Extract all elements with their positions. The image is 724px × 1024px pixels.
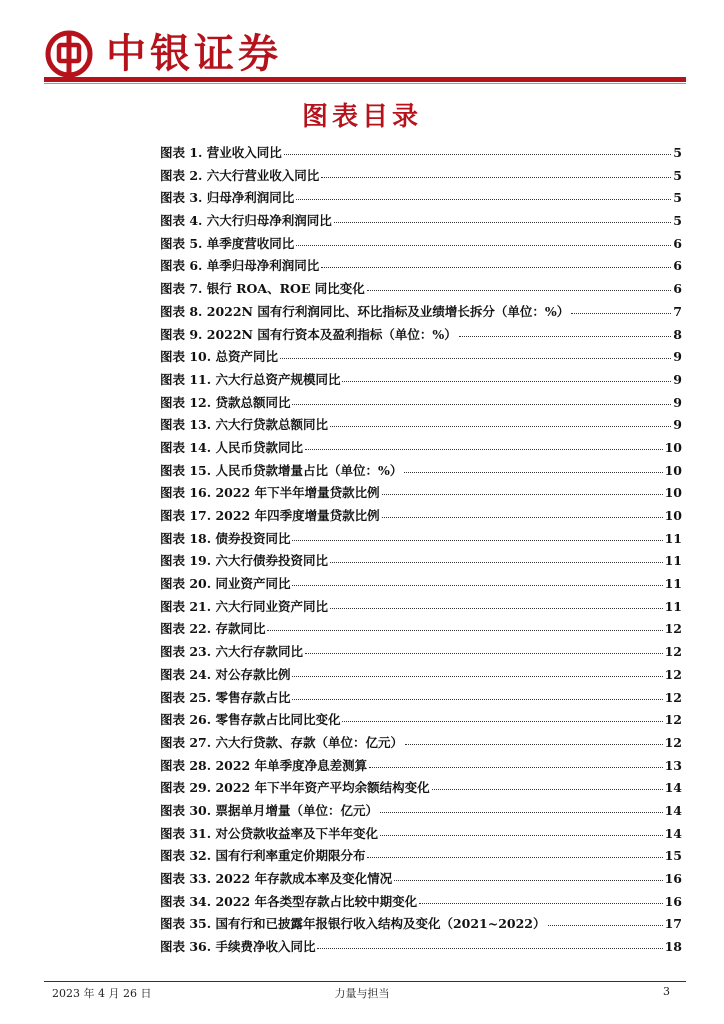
toc-entry-page: 18 [664,939,682,955]
toc-dot-leader [419,902,663,904]
toc-entry-page: 5 [673,190,682,206]
toc-dot-leader [321,266,671,268]
toc-entry-page: 11 [664,576,682,592]
toc-entry-page: 12 [664,734,682,750]
toc-entry-label: 图表 12. 贷款总额同比 [160,394,291,410]
toc-entry[interactable] [160,937,682,960]
toc-entry-page: 9 [673,394,682,410]
toc-dot-leader [432,788,663,790]
toc-entry[interactable] [160,778,682,801]
toc-entry-label: 图表 33. 2022 年存款成本率及变化情况 [160,871,393,886]
toc-entry[interactable] [160,892,682,915]
toc-entry[interactable] [160,756,682,779]
toc-entry-label: 图表 8. 2022N 国有行利润同比、环比指标及业绩增长拆分（单位：%） [160,303,570,319]
toc-entry-page: 14 [664,780,682,796]
toc-dot-leader [292,403,671,405]
toc-dot-leader [382,516,663,518]
toc-entry[interactable] [160,710,682,733]
toc-dot-leader [369,766,663,768]
toc-entry[interactable] [160,234,682,257]
toc-entry[interactable] [160,438,682,461]
toc-entry-page: 10 [664,508,682,523]
toc-entry[interactable] [160,914,682,937]
toc-entry-label: 图表 11. 六大行总资产规模同比 [160,371,341,387]
bank-of-china-logo [45,30,93,78]
toc-dot-leader [394,879,663,881]
toc-entry-page: 14 [664,825,682,841]
toc-entry[interactable] [160,325,682,348]
toc-entry-label: 图表 36. 手续费净收入同比 [160,939,316,955]
toc-dot-leader [342,380,671,382]
toc-entry-page: 12 [664,621,682,637]
toc-entry[interactable] [160,733,682,756]
toc-entry[interactable] [160,801,682,824]
toc-entry[interactable] [160,574,682,597]
toc-entry-label: 图表 10. 总资产同比 [160,349,278,365]
footer-slogan: 力量与担当 [334,987,390,1000]
toc-dot-leader [342,720,662,722]
toc-dot-leader [296,244,671,246]
toc-entry-label: 图表 19. 六大行债券投资同比 [160,553,328,569]
toc-entry[interactable] [160,824,682,847]
toc-entry-label: 图表 2. 六大行营业收入同比 [160,167,320,183]
toc-entry-page: 15 [664,848,682,864]
toc-dot-leader [284,153,672,155]
footer-date: 2023 年 4 月 26 日 [52,987,152,1000]
toc-entry-label: 图表 29. 2022 年下半年资产平均余额结构变化 [160,780,430,796]
toc-dot-leader [296,198,671,200]
toc-entry[interactable] [160,415,682,438]
toc-entry[interactable] [160,529,682,552]
toc-dot-leader [280,357,671,359]
toc-entry-label: 图表 13. 六大行贷款总额同比 [160,417,328,433]
toc-entry-page: 9 [673,417,682,433]
toc-dot-leader [404,471,662,473]
toc-entry[interactable] [160,211,682,234]
toc-entry-label: 图表 35. 国有行和已披露年报银行收入结构及变化（2021~2022） [160,916,546,932]
toc-entry[interactable] [160,506,682,529]
toc-dot-leader [330,561,663,563]
toc-entry-page: 12 [664,689,682,705]
toc-entry-page: 8 [673,326,682,342]
toc-dot-leader [330,607,663,609]
toc-entry[interactable] [160,302,682,325]
toc-entry-page: 6 [673,281,682,297]
toc-entry-label: 图表 20. 同业资产同比 [160,576,291,592]
toc-dot-leader [321,176,671,178]
toc-entry-label: 图表 18. 债券投资同比 [160,530,291,546]
toc-entry-page: 10 [664,462,682,478]
toc-entry-label: 图表 16. 2022 年下半年增量贷款比例 [160,485,380,501]
toc-dot-leader [382,493,663,495]
toc-dot-leader [267,629,662,631]
toc-entry-page: 7 [673,303,682,319]
toc-entry-label: 图表 30. 票据单月增量（单位：亿元） [160,802,378,818]
toc-entry-page: 6 [673,235,682,251]
toc-entry[interactable] [160,597,682,620]
toc-entry-page: 12 [664,644,682,660]
toc-entry[interactable] [160,188,682,211]
toc-entry[interactable] [160,461,682,484]
toc-entry[interactable] [160,688,682,711]
toc-entry-page: 5 [673,213,682,229]
toc-dot-leader [571,312,671,314]
toc-entry-page: 9 [673,349,682,365]
toc-entry-label: 图表 21. 六大行同业资产同比 [160,598,328,614]
toc-entry-page: 10 [664,439,682,455]
toc-entry-page: 5 [673,145,682,160]
toc-dot-leader [380,811,663,813]
toc-entry-page: 17 [664,916,682,932]
toc-entry-label: 图表 26. 零售存款占比同比变化 [160,712,341,728]
toc-entry-label: 图表 14. 人民币贷款同比 [160,439,303,455]
toc-dot-leader [334,221,672,223]
toc-entry[interactable] [160,279,682,302]
toc-entry-page: 13 [664,757,682,773]
toc-entry-page: 10 [664,485,682,501]
toc-entry[interactable] [160,256,682,279]
toc-entry-label: 图表 15. 人民币贷款增量占比（单位：%） [160,462,403,478]
toc-entry-label: 图表 25. 零售存款占比 [160,689,291,705]
toc-list [160,143,682,960]
toc-entry[interactable] [160,551,682,574]
toc-entry-page: 12 [664,666,682,682]
toc-entry-label: 图表 27. 六大行贷款、存款（单位：亿元） [160,734,403,750]
toc-dot-leader [292,698,662,700]
toc-dot-leader [367,289,672,291]
toc-entry[interactable] [160,370,682,393]
toc-dot-leader [548,924,663,926]
toc-entry[interactable] [160,143,682,166]
toc-entry-page: 16 [664,871,682,886]
page-header [0,0,724,86]
toc-entry-label: 图表 24. 对公存款比例 [160,666,291,682]
toc-dot-leader [305,448,663,450]
toc-dot-leader [317,947,662,949]
footer-divider [44,981,686,982]
toc-dot-leader [292,584,662,586]
toc-entry[interactable] [160,483,682,506]
brand-name: 中银证券 [106,31,282,77]
toc-entry-page: 14 [664,802,682,818]
toc-entry-label: 图表 32. 国有行利率重定价期限分布 [160,848,366,864]
toc-dot-leader [292,675,662,677]
toc-dot-leader [405,743,663,745]
toc-dot-leader [292,539,662,541]
page-number: 3 [663,985,670,998]
toc-entry[interactable] [160,347,682,370]
toc-entry-label: 图表 9. 2022N 国有行资本及盈利指标（单位：%） [160,326,457,342]
header-divider [44,77,686,82]
toc-entry[interactable] [160,642,682,665]
toc-entry[interactable] [160,393,682,416]
header-divider-thin [44,83,686,84]
toc-entry-label: 图表 23. 六大行存款同比 [160,644,303,660]
toc-entry-label: 图表 31. 对公贷款收益率及下半年变化 [160,825,378,841]
toc-entry-label: 图表 5. 单季度营收同比 [160,235,295,251]
toc-entry-page: 11 [664,530,682,546]
toc-dot-leader [459,335,672,337]
toc-entry-page: 6 [673,258,682,274]
toc-dot-leader [305,652,663,654]
toc-entry-page: 9 [673,371,682,387]
toc-entry[interactable] [160,665,682,688]
toc-entry[interactable] [160,869,682,892]
toc-entry-page: 11 [664,553,682,569]
toc-entry-page: 5 [673,167,682,183]
toc-entry-label: 图表 34. 2022 年各类型存款占比较中期变化 [160,893,418,909]
toc-dot-leader [330,425,671,427]
toc-entry-label: 图表 7. 银行 ROA、ROE 同比变化 [160,281,365,297]
toc-entry-label: 图表 1. 营业收入同比 [160,145,282,160]
toc-entry-label: 图表 28. 2022 年单季度净息差测算 [160,757,368,773]
toc-entry[interactable] [160,166,682,189]
toc-entry-label: 图表 22. 存款同比 [160,621,266,637]
toc-entry-label: 图表 3. 归母净利润同比 [160,190,295,206]
toc-dot-leader [367,856,662,858]
toc-entry-label: 图表 6. 单季归母净利润同比 [160,258,320,274]
toc-entry-page: 16 [664,893,682,909]
toc-entry-label: 图表 17. 2022 年四季度增量贷款比例 [160,508,380,523]
toc-dot-leader [380,834,663,836]
toc-entry-label: 图表 4. 六大行归母净利润同比 [160,213,332,229]
toc-entry[interactable] [160,846,682,869]
page-title: 图表目录 [301,102,422,132]
toc-entry[interactable] [160,619,682,642]
toc-entry-page: 11 [664,598,682,614]
toc-entry-page: 12 [664,712,682,728]
